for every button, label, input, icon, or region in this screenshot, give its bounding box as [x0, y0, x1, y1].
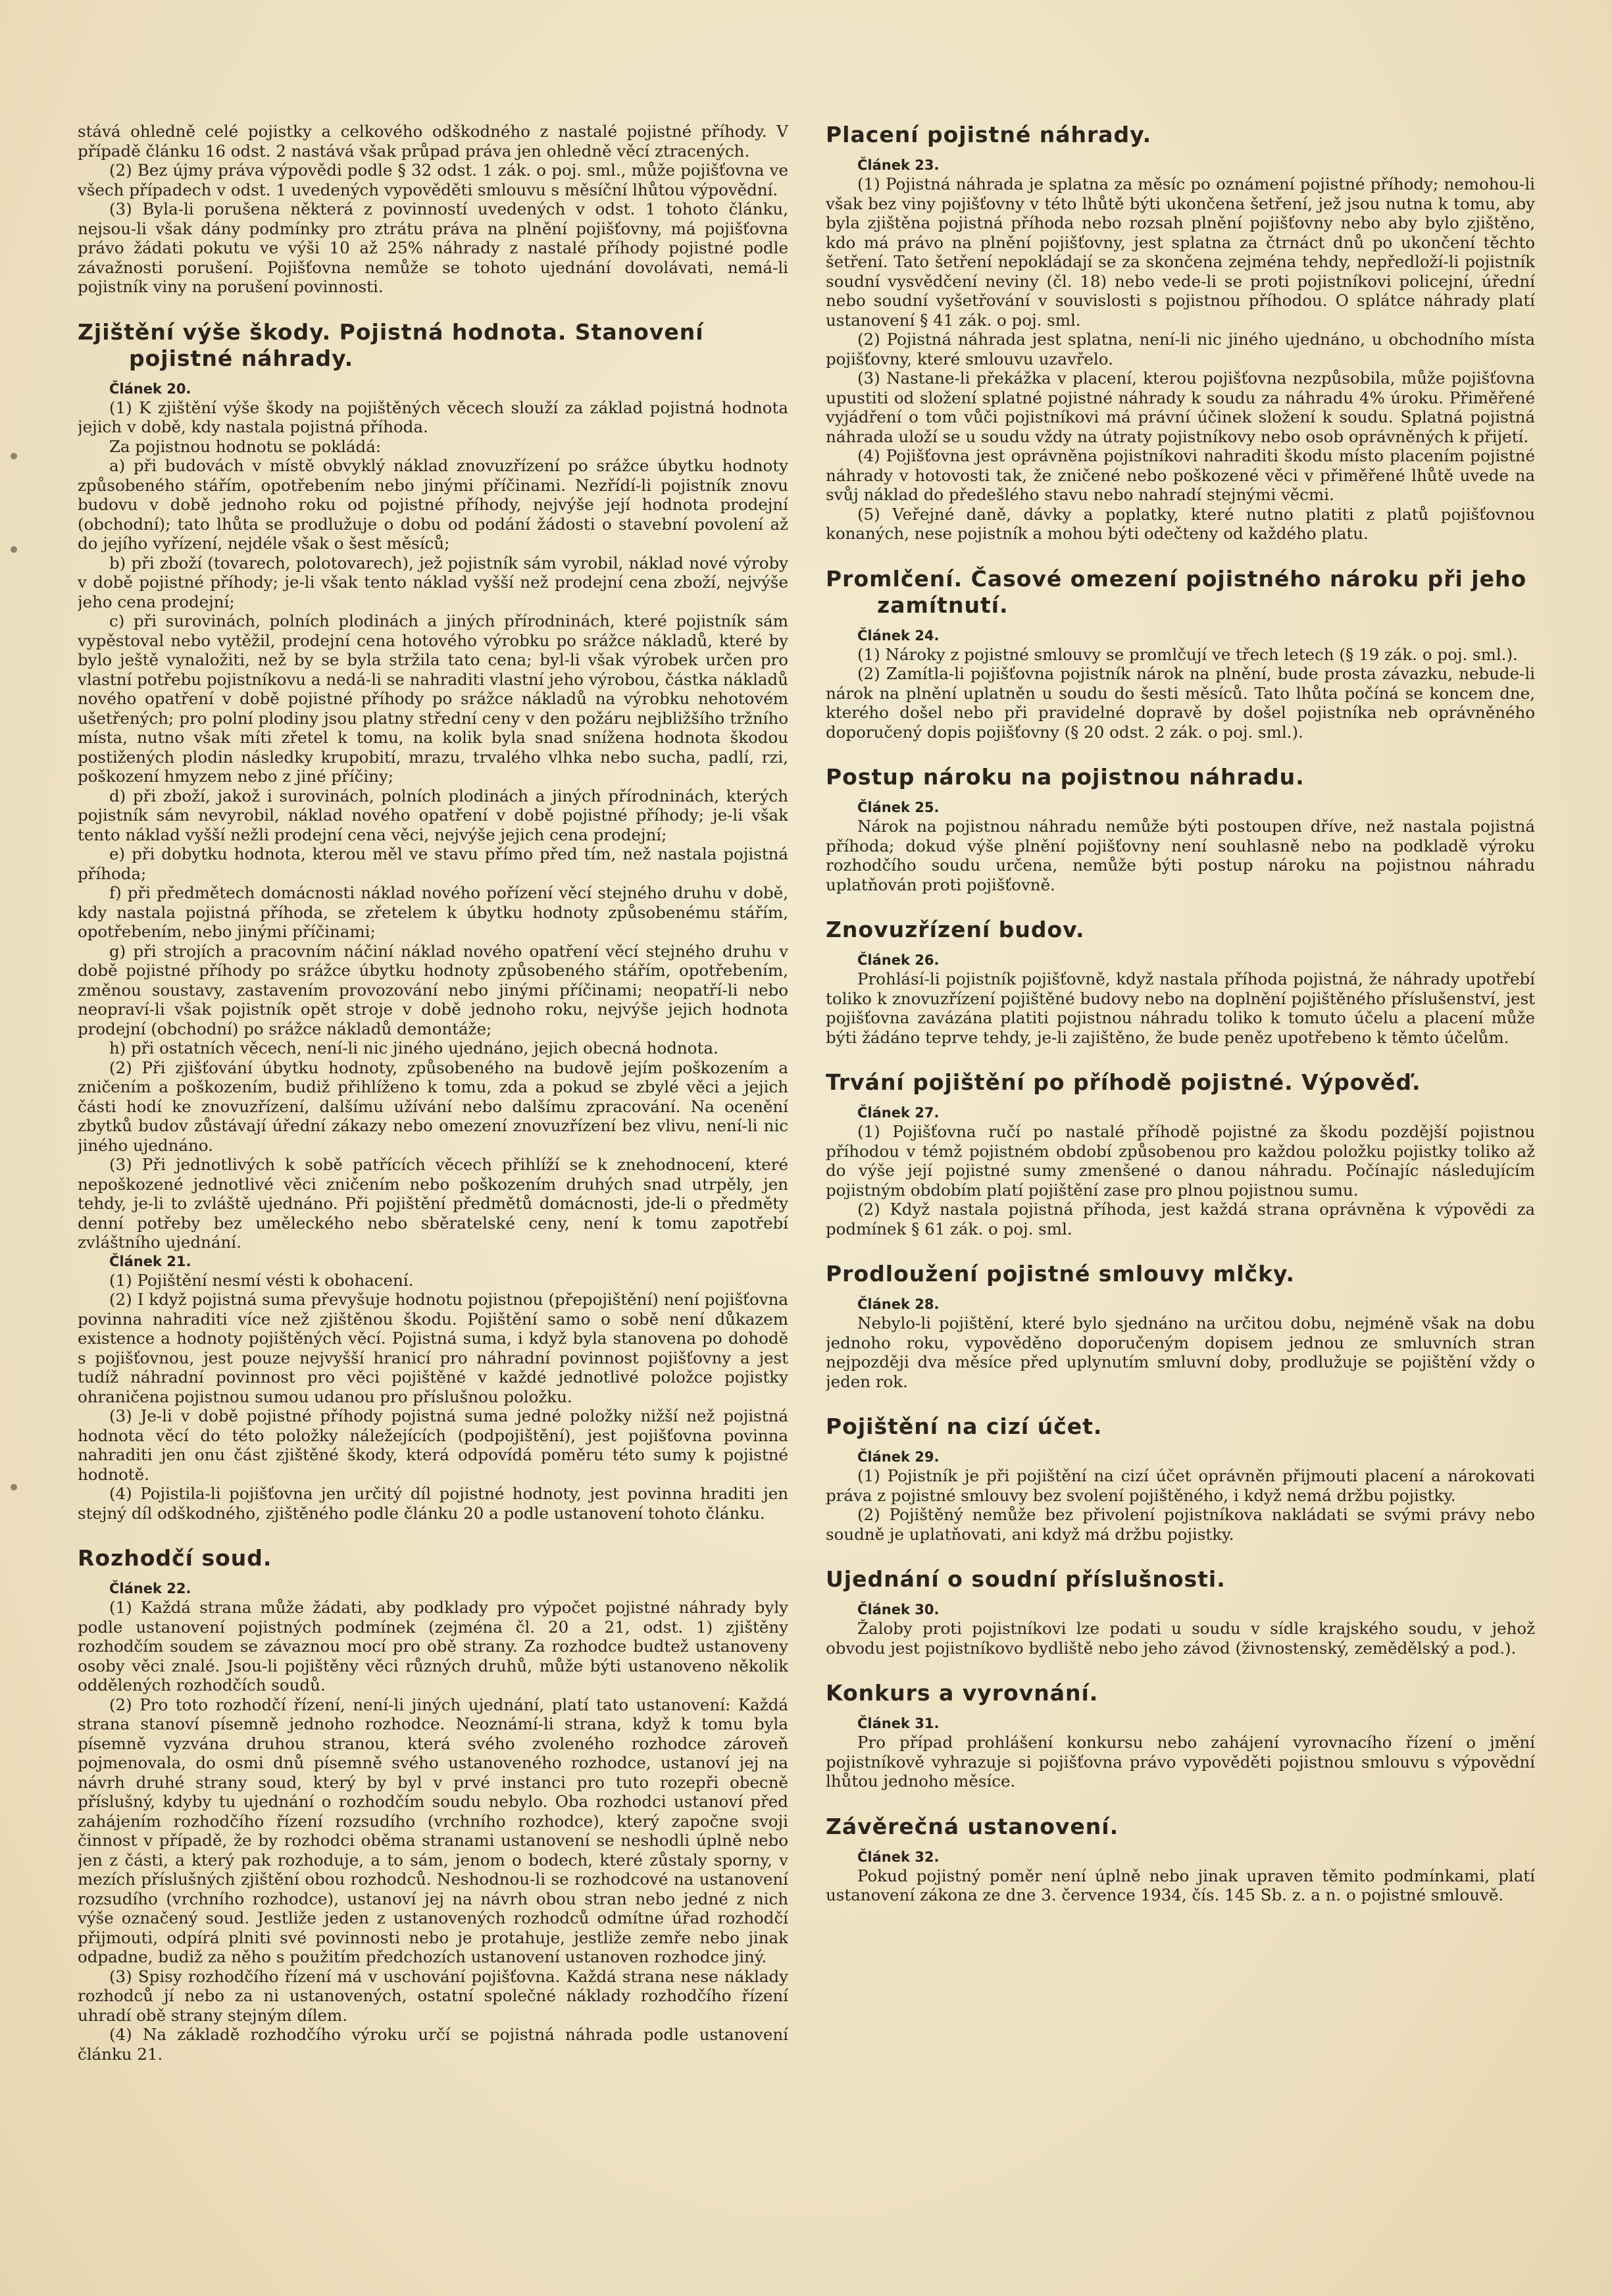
paragraph: (1) Pojistník je při pojištění na cizí účet oprávněn přijmouti placení a nárokovati práva z pojistné smlouvy bez svolení pojištěného, i když nemá držbu pojistky.	[826, 1466, 1535, 1505]
paragraph: (4) Pojišťovna jest oprávněna pojistníkovi nahraditi škodu místo placením pojistné náhrady v hotovosti tak, že zničené nebo poškozené věci v přiměřené lhůtě uvede na svůj náklad do předešlého stavu nebo nahradí stejnými věcmi.	[826, 446, 1535, 504]
paragraph: c) při surovinách, polních plodinách a jiných přírodninách, které pojistník sám vypěstoval nebo vytěžil, prodejní cena hotového výrobku po srážce nákladů, které by bylo ještě vynaložiti, než by se byla stržila tato cena; byl-li však výrobek určen pro vlastní potřebu pojistníkovu a nedá-li se nahraditi vlastní jeho výrobou, částka nákladů nového opatření v době pojistné příhody po srážce nákladů na výrobku nehotovém ušetřených; pro polní plodiny jsou platny střední ceny v den požáru nejbližšího tržního místa, nutno však míti zřetel k tomu, na kolik byla snad snížena hodnota škodou postižených plodin následky krupobití, mrazu, trvalého vlhka nebo sucha, padlí, rzi, poškození hmyzem nebo z jiné příčiny;	[78, 611, 788, 786]
section-heading-continuation: zamítnutí.	[877, 592, 1009, 618]
section-heading-text: Ujednání o soudní příslušnosti.	[826, 1566, 1226, 1592]
paragraph: (2) Pro toto rozhodčí řízení, není-li jiných ujednání, platí tato ustanovení: Každá strana stanoví písemně jednoho rozhodce. Neoznámí-li strana, když k tomu byla písemně vyzvána druhou stranou, která svého zvoleného rozhodce zároveň pojmenovala, do osmi dnů písemně svého ustanoveného rozhodce, ustanoví jej na návrh druhé strany soud, který by byl v prvé instanci pro tuto rozepři obecně příslušný, kdyby tu ujednání o rozhodčím soudu nebylo. Oba rozhodci ustanoví před zahájením rozhodčího řízení rozsudího (vrchního rozhodce), který započne svoji činnost v případě, že by rozhodci oběma stranami ustanovení se neshodli úplně nebo jen z části, a který pak rozhoduje, a to sám, jenom o bodech, které zůstaly sporny, v mezích příslušných zjištění obou rozhodců. Neshodnou-li se rozhodcové na ustanovení rozsudího (vrchního rozhodce), ustanoví jej na návrh obou stran nebo jedné z nich výše označený soud. Jestliže jeden z ustanovených rozhodců odmítne úřad rozhodčí přijmouti, odpírá plniti své povinnosti nebo je protahuje, jestliže zemře nebo jinak odpadne, budiž za něho s použitím předchozích ustanovení ustanoven rozhodce jiný.	[78, 1695, 788, 1966]
section-heading	[826, 764, 1535, 790]
section-heading	[78, 1545, 788, 1571]
paragraph: (1) Každá strana může žádati, aby podklady pro výpočet pojistné náhrady byly podle ustanovení pojistných podmínek (zejména čl. 20 a 21, odst. 1) zjištěny rozhodčím soudem se závaznou mocí pro obě strany. Za rozhodce budtež ustanoveny osoby věci znalé. Jsou-li pojištěny věci různých druhů, může býti ustanoveno několik oddělených rozhodčích soudů.	[78, 1598, 788, 1695]
paragraph: (2) Bez újmy práva výpovědi podle § 32 odst. 1 zák. o poj. sml., může pojišťovna ve všech případech v odst. 1 uvedených vypověděti smlouvu s měsíční lhůtou výpovědní.	[78, 161, 788, 199]
article-label: Článek 28.	[857, 1296, 940, 1312]
paragraph: stává ohledně celé pojistky a celkového odškodného z nastalé pojistné příhody. V případě článku 16 odst. 2 nastává však průpad práva jen ohledně věcí ztracených.	[78, 122, 788, 161]
paragraph: (1) Pojistná náhrada je splatna za měsíc po oznámení pojistné příhody; nemohou-li však bez viny pojišťovny v této lhůtě býti ukončena šetření, jež jsou nutna k tomu, aby byla zjištěna pojistná příhoda nebo rozsah plnění pojišťovny nebo aby bylo zjištěno, kdo má právo na plnění pojišťovny, jest splatna za čtrnáct dnů po ukončení těchto šetření. Tato šetření nepokládají se za skončena zejména tehdy, nepředloží-li pojistník soudní vysvědčení neviny (čl. 18) nebo vede-li se proti pojistníkovi policejní, úřední nebo soudní vyšetřování v souvislosti s pojistnou příhodou. O splátce náhrady platí ustanovení § 41 zák. o poj. sml.	[826, 174, 1535, 330]
section-heading-text: Znovuzřízení budov.	[826, 917, 1085, 942]
binding-hole	[11, 1484, 17, 1491]
section-heading	[826, 1261, 1535, 1287]
article-label: Článek 31.	[857, 1716, 940, 1731]
paragraph: Nárok na pojistnou náhradu nemůže býti postoupen dříve, než nastala pojistná příhoda; dokud výše plnění pojišťovny není souhlasně nebo na podkladě výroku rozhodčího soudu určena, nemůže býti postup nároku na pojistnou náhradu uplatňován proti pojišťovně.	[826, 817, 1535, 894]
paragraph: (2) Při zjišťování úbytku hodnoty, způsobeného na budově jejím poškozením a zničením a poškozením, budiž přihlíženo k tomu, zda a pokud se zbylé věci a jejich části hodí ke znovuzřízení, dalšímu užívání nebo dalšímu zpracování. Na ocenění zbytků budov zůstávají úřední zákazy nebo omezení znovuzřízení bez vlivu, není-li nic jiného ujednáno.	[78, 1058, 788, 1155]
article-label: Článek 30.	[857, 1602, 940, 1618]
paragraph: (4) Na základě rozhodčího výroku určí se pojistná náhrada podle ustanovení článku 21.	[78, 2025, 788, 2064]
paragraph: Nebylo-li pojištění, které bylo sjednáno na určitou dobu, nejméně však na dobu jednoho roku, vypověděno doporučeným dopisem jednou ze smluvních stran nejpozději dva měsíce před uplynutím smluvní doby, prodlužuje se pojištění vždy o jeden rok.	[826, 1314, 1535, 1391]
paragraph: (2) Pojistná náhrada jest splatna, není-li nic jiného ujednáno, u obchodního místa pojišťovny, které smlouvu uzavřelo.	[826, 330, 1535, 369]
right-column	[826, 122, 1535, 2270]
section-heading-text: Závěrečná ustanovení.	[826, 1813, 1119, 1839]
paragraph: h) při ostatních věcech, není-li nic jiného ujednáno, jejich obecná hodnota.	[109, 1038, 718, 1058]
binding-hole	[11, 546, 17, 553]
section-heading-text: Prodloužení pojistné smlouvy mlčky.	[826, 1261, 1296, 1287]
section-heading-text: Konkurs a vyrovnání.	[826, 1680, 1099, 1706]
paragraph: (1) K zjištění výše škody na pojištěných věcech slouží za základ pojistná hodnota jejich v době, kdy nastala pojistná příhoda.	[78, 397, 788, 436]
section-heading	[826, 1680, 1535, 1706]
paragraph: (4) Pojistila-li pojišťovna jen určitý díl pojistné hodnoty, jest povinna hraditi jen stejný díl odškodného, zjištěného podle článku 20 a podle ustanovení tohoto článku.	[78, 1484, 788, 1523]
paragraph: b) při zboží (tovarech, polotovarech), jež pojistník sám vyrobil, náklad nové výroby v době pojistné příhody; je-li však tento náklad vyšší než prodejní cena zboží, nejvýše jeho cena prodejní;	[78, 553, 788, 611]
paragraph: (2) Zamítla-li pojišťovna pojistník nárok na plnění, bude prosta závazku, nebude-li nárok na plnění uplatněn u soudu do šesti měsíců. Tato lhůta počíná se koncem dne, kterého došel nebo při pravidelné dopravě by došel pojistníka neb oprávněného doporučený dopis pojišťovny (§ 20 odst. 2 zák. o poj. sml.).	[826, 664, 1535, 742]
section-heading-text: Pojištění na cizí účet.	[826, 1414, 1103, 1439]
section-heading	[78, 319, 788, 372]
section-heading-text: Postup nároku na pojistnou náhradu.	[826, 764, 1305, 790]
paragraph: (1) Pojišťovna ručí po nastalé příhodě pojistné za škodu pozdější pojistnou příhodou v témž pojistném období způsobenou pro každou položku pojistky toliko až do výše její pojistné sumy zmenšené o danou náhradu. Počínajíc následujícím pojistným obdobím platí pojištění zase pro plnou pojistnou sumu.	[826, 1122, 1535, 1200]
section-heading	[826, 1814, 1535, 1840]
paragraph: (3) Spisy rozhodčího řízení má v uschování pojišťovna. Každá strana nese náklady rozhodců jí nebo za ni ustanovených, ostatní společné náklady rozhodčího řízení uhradí obě strany stejným dílem.	[78, 1966, 788, 2025]
paragraph: (1) Nároky z pojistné smlouvy se promlčují ve třech letech (§ 19 zák. o poj. sml.).	[857, 644, 1518, 664]
article-label: Článek 20.	[109, 380, 191, 397]
binding-hole	[11, 453, 17, 459]
article-label: Článek 23.	[857, 157, 940, 173]
section-heading	[826, 566, 1535, 619]
article-label: Článek 22.	[109, 1581, 191, 1596]
paragraph: (2) Pojištěný nemůže bez přivolení pojistníkova nakládati se svými právy nebo soudně je uplatňovati, ani když má držbu pojistky.	[826, 1505, 1535, 1544]
paragraph: (3) Při jednotlivých k sobě patřících věcech přihlíží se k znehodnocení, které nepoškozené jednotlivé věci zničením nebo poškozením druhých snad utrpěly, jen tehdy, je-li to zvláště ujednáno. Při pojištění předmětů domácnosti, jde-li o předměty denní potřeby bez uměleckého nebo sběratelské ceny, není k tomu zapotřebí zvláštního ujednání.	[78, 1155, 788, 1252]
section-heading-text: Promlčení. Časové omezení pojistného nároku při jeho	[826, 565, 1527, 592]
paragraph: e) při dobytku hodnota, kterou měl ve stavu přímo před tím, než nastala pojistná příhoda;	[78, 844, 788, 883]
article-label: Článek 26.	[857, 952, 940, 968]
section-heading-text: Zjištění výše škody. Pojistná hodnota. Stanovení	[78, 319, 704, 345]
article-label: Článek 29.	[857, 1449, 940, 1465]
paragraph: (1) Pojištění nesmí vésti k obohacení.	[109, 1270, 414, 1290]
paragraph: (3) Nastane-li překážka v placení, kterou pojišťovna nezpůsobila, může pojišťovna upustiti od složení splatné pojistné náhrady k soudu za náhradu 4% úroku. Přiměřené vyjádření o tom vůči pojistníkovi má právní účinek složení k soudu. Splatná pojistná náhrada uloží se u soudu vždy na útraty pojistníkovy nebo osob oprávněných k přijetí.	[826, 369, 1535, 446]
section-heading	[826, 122, 1535, 148]
section-heading	[826, 1414, 1535, 1440]
article-label: Článek 21.	[109, 1253, 191, 1269]
section-heading-text: Placení pojistné náhrady.	[826, 122, 1152, 147]
paragraph: (5) Veřejné daně, dávky a poplatky, které nutno platiti z platů pojišťovnou konaných, nese pojistník a mohou býti odečteny od každého platu.	[826, 504, 1535, 543]
paragraph: Pokud pojistný poměr není úplně nebo jinak upraven těmito podmínkami, platí ustanovení zákona ze dne 3. července 1934, čís. 145 Sb. z. a n. o pojistné smlouvě.	[826, 1866, 1535, 1904]
paragraph: (2) Když nastala pojistná příhoda, jest každá strana oprávněna k výpovědi za podmínek § 61 zák. o poj. sml.	[826, 1200, 1535, 1238]
paragraph: (3) Byla-li porušena některá z povinností uvedených v odst. 1 tohoto článku, nejsou-li však dány podmínky pro ztrátu práva na plnění pojišťovny, má pojišťovna právo žádati pokutu ve výši 10 až 25% náhrady z nastalé příhody pojistné podle závažnosti porušení. Pojišťovna nemůže se tohoto ujednání dovolávati, nemá-li pojistník viny na porušení povinnosti.	[78, 199, 788, 296]
section-heading-continuation: pojistné náhrady.	[129, 345, 354, 371]
paragraph: g) při strojích a pracovním náčiní náklad nového opatření věcí stejného druhu v době pojistné příhody po srážce úbytku hodnoty způsobeného stářím, opotřebením, změnou soustavy, zastavením provozování nebo jinými příčinami; neopatří-li nebo neopraví-li však pojistník opět stroje v době jednoho roku, nejvýše jejich hodnota prodejní (obchodní) po srážce nákladů demontáže;	[78, 941, 788, 1038]
paragraph: Pro případ prohlášení konkursu nebo zahájení vyrovnacího řízení o jmění pojistníkově vyhrazuje si pojišťovna právo vypověděti pojistnou smlouvu s výpovědní lhůtou jednoho měsíce.	[826, 1733, 1535, 1791]
section-heading-text: Trvání pojištění po příhodě pojistné. Výpověď.	[826, 1069, 1421, 1095]
paragraph: (3) Je-li v době pojistné příhody pojistná suma jedné položky nižší než pojistná hodnota věcí do této položky náležejících (podpojištění), jest pojišťovna povinna nahraditi jen onu část zjištěné škody, která odpovídá poměru této sumy k pojistné hodnotě.	[78, 1406, 788, 1484]
article-label: Článek 24.	[857, 627, 940, 644]
paragraph: (2) I když pojistná suma převyšuje hodnotu pojistnou (přepojištění) není pojišťovna povinna nahraditi více než zjištěnou škodu. Pojištění samo o sobě není důkazem existence a hodnoty pojištěných věcí. Pojistná suma, i když byla stanovena po dohodě s pojišťovnou, jest pouze nejvyšší hranicí pro náhradní povinnost pojišťovny a jest tudíž náhradní povinnost pro věci pojištěné v každé jednotlivé položce pojistky ohraničena pojistnou sumou udanou pro příslušnou položku.	[78, 1290, 788, 1406]
paragraph: Žaloby proti pojistníkovi lze podati u soudu v sídle krajského soudu, v jehož obvodu jest pojistníkovo bydliště nebo jeho závod (živnostenský, zemědělský a pod.).	[826, 1619, 1535, 1658]
article-label: Článek 25.	[857, 800, 940, 815]
left-column	[78, 122, 788, 2270]
section-heading-text: Rozhodčí soud.	[78, 1545, 272, 1571]
article-label: Článek 27.	[857, 1105, 940, 1121]
paragraph: Prohlásí-li pojistník pojišťovně, když nastala příhoda pojistná, že náhrady upotřebí toliko k znovuzřízení pojištěné budovy nebo na doplnění pojištěného příslušenství, jest pojišťovna zavázána platiti pojistnou náhradu toliko k tomuto účelu a placení může býti žádáno teprve tehdy, je-li zajištěno, že bude peněz upotřebeno k těmto účelům.	[826, 969, 1535, 1047]
section-heading	[826, 917, 1535, 943]
paragraph: f) při předmětech domácnosti náklad nového pořízení věcí stejného druhu v době, kdy nastala pojistná příhoda, se zřetelem k úbytku hodnoty způsobenému stářím, opotřebením, nebo jinými příčinami;	[78, 883, 788, 941]
section-heading	[826, 1069, 1535, 1096]
article-label: Článek 32.	[857, 1849, 940, 1865]
paragraph: d) při zboží, jakož i surovinách, polních plodinách a jiných přírodninách, kterých pojistník sám nevyrobil, náklad nového opatření v době pojistné příhody; je-li však tento náklad vyšší nežli prodejní cena věci, nejvýše jejich cena prodejní;	[78, 786, 788, 844]
paragraph: a) při budovách v místě obvyklý náklad znovuzřízení po srážce úbytku hodnoty způsobeného stářím, opotřebením nebo jinými příčinami. Nezřídí-li pojistník znovu budovu v době jednoho roku od pojistné příhody, nejvýše její hodnota prodejní (obchodní); tato lhůta se prodlužuje o dobu od podání žádosti o stavební povolení až do jejího vyřízení, nejdéle však o šest měsíců;	[78, 456, 788, 553]
section-heading	[826, 1566, 1535, 1593]
paragraph: Za pojistnou hodnotu se pokládá:	[109, 436, 382, 456]
